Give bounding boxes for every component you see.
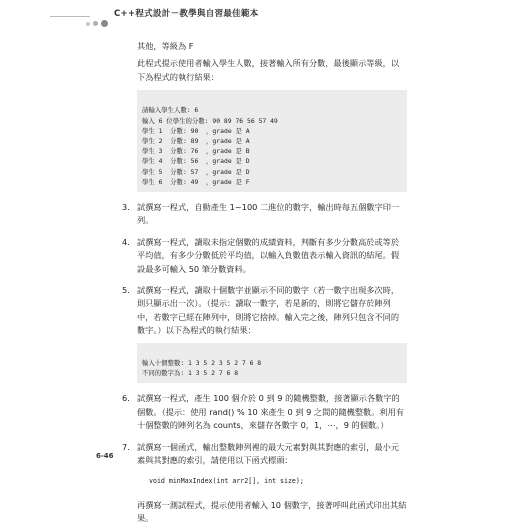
code-line: 請輸入學生人數: 6 <box>142 106 199 115</box>
closing-paragraph: 再撰寫一測試程式，提示使用者輸入 10 個數字，接著呼叫此函式印出其結果。 <box>137 499 407 524</box>
exercise-number: 5. <box>122 285 130 296</box>
exercise-item <box>122 201 407 228</box>
exercise-text: 試撰寫一個函式，輸出整數陣列裡的最大元素對與其對應的索引，最小元素與其對應的索引，請使用以下函式標頭： <box>137 441 400 465</box>
exercise-text: 試撰寫一程式，讀取未指定個數的成績資料，判斷有多少分數高於或等於平均值，有多少分數低於平均值，以輸入負數值表示輸入資訊的結尾。假設最多可輸入 50 筆分數資料。 <box>137 236 400 274</box>
header-dots <box>86 13 111 32</box>
page-body <box>122 40 407 526</box>
dot-icon <box>101 20 108 27</box>
page-number: 6-46 <box>96 452 114 460</box>
exercise-text: 試撰寫一程式，自動產生 1~100 二進位的數字，輸出時每五個數字印一列。 <box>137 202 400 226</box>
exercise-text: 試撰寫一程式，讀取十個數字並顯示不同的數字（若一數字出現多次時，則只顯示出一次）。（提示：讀取一數字，若是新的，則將它儲存於陣列中，若數字已經在陣列中，則將它捨掉。輸入完之後，陣列只包含不同的數字。）以下為程式的執行結果： <box>137 285 400 336</box>
code-line: 學生 5 分數: 57 ，grade 是 D <box>142 167 250 176</box>
header-rule <box>50 16 90 17</box>
code-line: 輸入 6 位學生的分數: 90 89 76 56 57 49 <box>142 116 278 125</box>
dot-icon <box>93 21 98 26</box>
exercise-text: 試撰寫一程式，產生 100 個介於 0 到 9 的隨機整數，接著顯示各數字的個數。（提示：使用 rand() % 10 來產生 0 到 9 之間的隨機整數。利用有十個整數的陣列名為 counts，來儲存各數字 0，1，⋯，9 的個數。） <box>137 393 404 431</box>
code-line: 輸入十個整數: 1 3 5 2 3 5 2 7 6 8 <box>142 358 262 367</box>
exercise-number: 4. <box>122 236 130 247</box>
exercise-number: 3. <box>122 202 130 213</box>
exercise-item <box>122 284 407 338</box>
exercise-item <box>122 441 407 468</box>
exercise-item <box>122 236 407 276</box>
exercise-item <box>122 392 407 432</box>
output-example-2 <box>137 343 407 384</box>
code-line: 學生 1 分數: 90 ，grade 是 A <box>142 126 250 135</box>
intro-paragraph: 此程式提示使用者輸入學生人數，接著輸入所有分數，最後顯示等級，以下為程式的執行結果： <box>137 58 400 82</box>
dot-icon <box>86 22 90 26</box>
code-line: 學生 3 分數: 76 ，grade 是 B <box>142 147 250 156</box>
book-title: C++程式設計－教學與自習最佳範本 <box>114 9 259 19</box>
exercise-number: 7. <box>122 441 130 452</box>
code-line: 學生 6 分數: 49 ，grade 是 F <box>142 177 250 186</box>
output-example-1 <box>137 90 407 192</box>
code-line: 學生 4 分數: 56 ，grade 是 D <box>142 157 250 166</box>
intro-line: 其他，等級為 F <box>137 41 194 51</box>
code-line: 不同的數字為: 1 3 5 2 7 6 8 <box>142 369 239 378</box>
function-header: void minMaxIndex(int arr2[], int size); <box>149 477 304 486</box>
running-header <box>0 0 520 30</box>
exercise-number: 6. <box>122 393 130 404</box>
code-line: 學生 2 分數: 89 ，grade 是 A <box>142 137 250 146</box>
